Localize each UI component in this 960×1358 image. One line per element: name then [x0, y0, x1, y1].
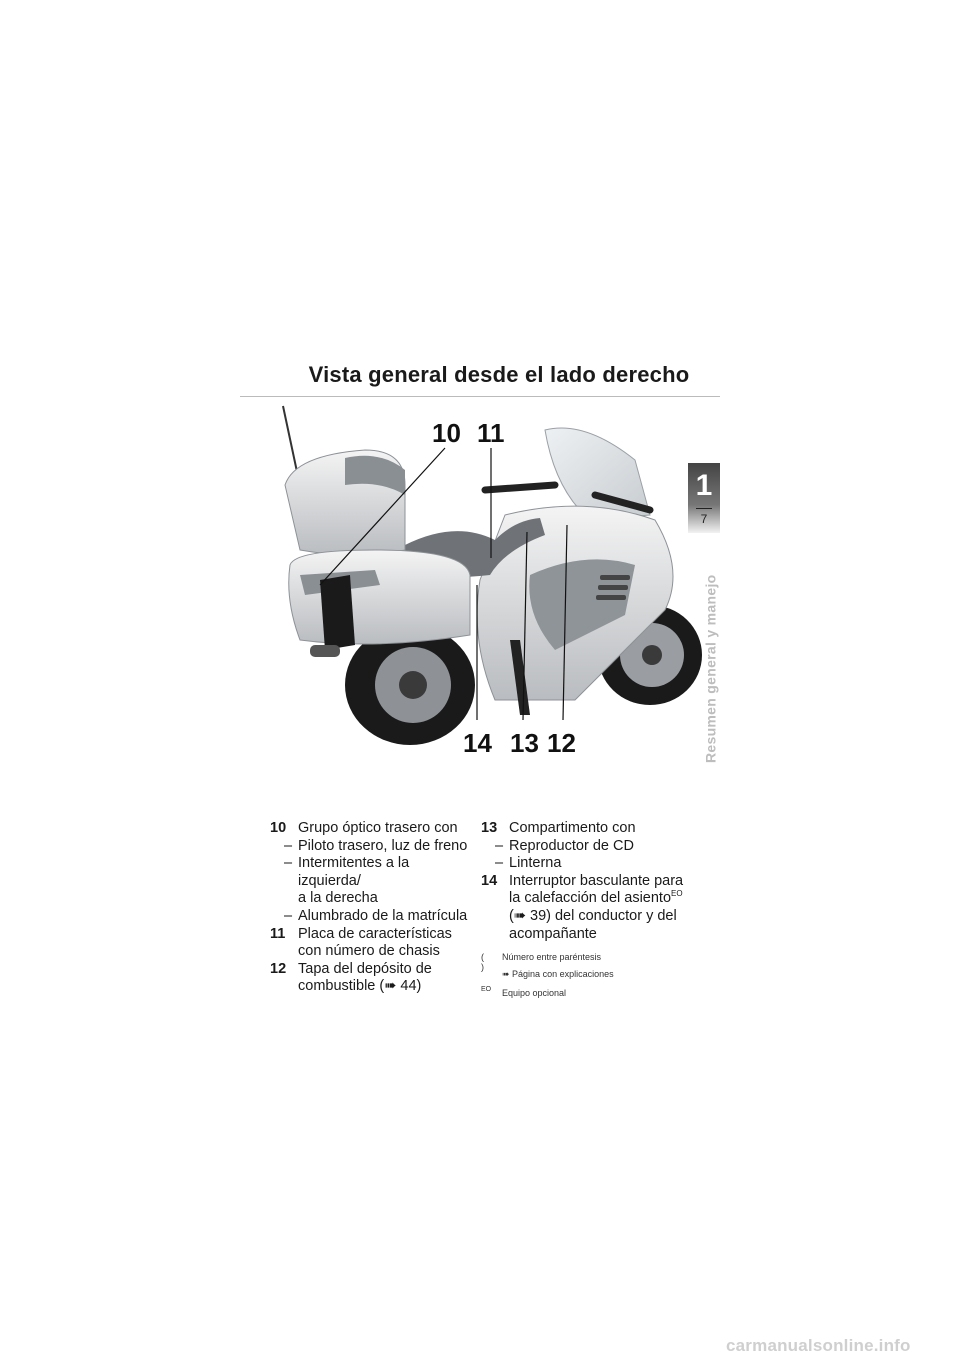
sub-item-text: a la derecha [298, 890, 378, 907]
sub-item-continuation [270, 890, 470, 908]
callout-13: 13 [510, 728, 539, 758]
note-key: EO [481, 986, 492, 993]
section-label: Resumen general y manejo [702, 574, 718, 763]
item-number: 11 [270, 925, 286, 942]
note-text: Número entre paréntesis [502, 952, 602, 962]
title-divider [240, 396, 720, 397]
item-text: con número de chasis [298, 943, 440, 960]
item-number: 14 [481, 872, 498, 889]
item-text: combustible (➠ 44) [298, 978, 422, 995]
note-text: Equipo opcional [502, 988, 567, 998]
legend-item-11 [270, 926, 470, 944]
motorcycle-illustration [255, 400, 725, 770]
item-text: Compartimento con [509, 820, 636, 836]
item-number: 13 [481, 820, 498, 836]
sub-item-text: Alumbrado de la matrícula [298, 907, 468, 924]
chapter-tab[interactable] [688, 463, 720, 533]
legend-item-10 [270, 820, 470, 838]
sub-item: – Linterna [495, 855, 562, 872]
callout-10: 10 [432, 418, 461, 448]
item-text: la calefacción del asiento [509, 890, 672, 907]
item-text: Placa de características [298, 925, 452, 942]
callout-12: 12 [547, 728, 576, 758]
sub-item: – Piloto trasero, luz de freno [284, 837, 468, 854]
legend-item-12-line2 [270, 978, 470, 996]
chapter-divider [696, 508, 712, 509]
item-text: (➠ 39) del conductor y del [509, 907, 677, 924]
legend-left [270, 820, 470, 996]
legend-item-12 [270, 961, 470, 979]
note-key: ( ) [481, 952, 484, 972]
callout-14: 14 [463, 728, 492, 758]
sub-item-text: Linterna [509, 855, 562, 872]
sub-item-text: Intermitentes a la izquierda/ [298, 855, 410, 889]
site-watermark[interactable]: carmanualsonline.info [726, 1336, 911, 1355]
item-text: acompañante [509, 925, 597, 942]
note-text: ➠ Página con explicaciones [502, 969, 614, 979]
legend-item-11-line2 [270, 943, 470, 961]
legend-right [481, 820, 691, 943]
page-number: 7 [700, 512, 708, 526]
chapter-number: 1 [695, 469, 713, 502]
section-label-container [694, 548, 718, 763]
callout-11: 11 [477, 418, 505, 448]
sub-item: – Reproductor de CD [495, 837, 634, 854]
legend-item-14-line4 [481, 926, 691, 944]
sub-item: – Intermitentes a la izquierda/ [284, 855, 410, 889]
item-text: Tapa del depósito de [298, 960, 432, 977]
item-number: 10 [270, 820, 287, 836]
sub-item: – Alumbrado de la matrícula [284, 907, 468, 924]
optional-equipment-mark: EO [671, 889, 683, 899]
legend-item-14 [481, 873, 691, 891]
item-number: 12 [270, 960, 287, 977]
page-title: Vista general desde el lado derecho [308, 362, 690, 387]
sub-item-text: Reproductor de CD [509, 837, 634, 854]
legend-item-14-line2 [481, 890, 691, 908]
legend-item-13 [481, 820, 691, 838]
sub-item-text: Piloto trasero, luz de freno [298, 837, 468, 854]
item-text: Grupo óptico trasero con [298, 820, 458, 836]
legend-item-14-line3 [481, 908, 691, 926]
item-text: Interruptor basculante para [509, 872, 684, 889]
